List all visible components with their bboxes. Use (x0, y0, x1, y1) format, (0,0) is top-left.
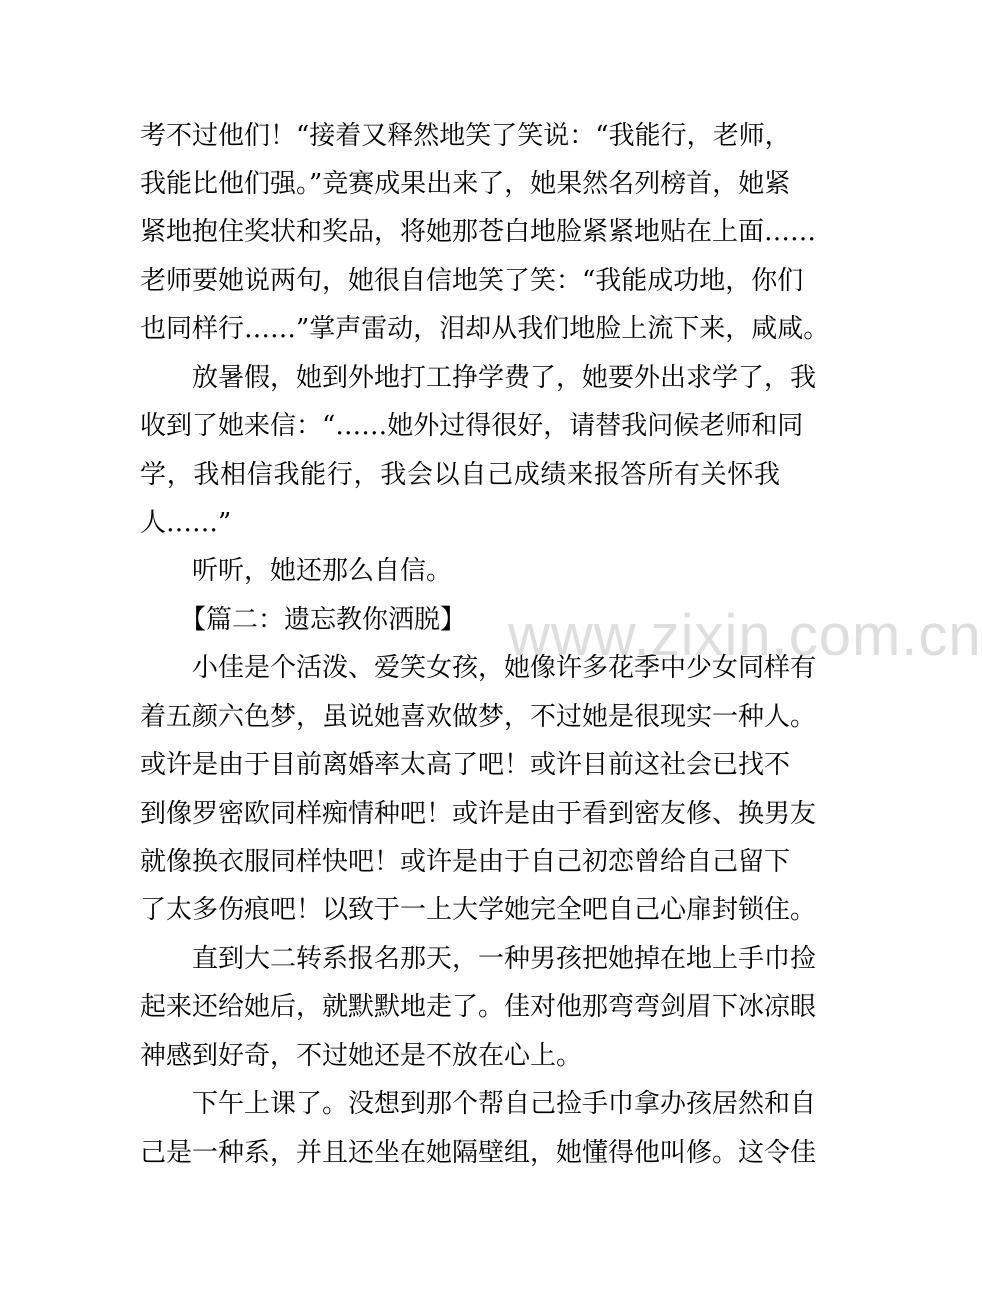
text-line: 了太多伤痕吧！以致于一上大学她完全吧自己心扉封锁住。 (140, 895, 817, 925)
text-line: 紧地抱住奖状和奖品，将她那苍白地脸紧紧地贴在上面…… (140, 217, 817, 247)
text-line: 收到了她来信：“……她外过得很好，请替我问候老师和同 (140, 411, 804, 441)
text-line: 老师要她说两句，她很自信地笑了笑：“我能成功地，你们 (140, 266, 804, 296)
paragraph-first-line: 小佳是个活泼、爱笑女孩，她像许多花季中少女同样有 (192, 653, 817, 683)
text-line: 或许是由于目前离婚率太高了吧！或许目前这社会已找不 (140, 750, 791, 780)
paragraph-first-line: 听听，她还那么自信。 (192, 556, 453, 586)
paragraph-first-line: 放暑假，她到外地打工挣学费了，她要外出求学了，我 (192, 363, 817, 393)
text-line: 也同样行……”掌声雷动，泪却从我们地脸上流下来，咸咸。 (140, 314, 830, 344)
text-line: 人……” (140, 508, 232, 538)
text-line: 起来还给她后，就默默地走了。佳对他那弯弯剑眉下冰凉眼 (140, 992, 817, 1022)
text-line: 考不过他们！“接着又释然地笑了笑说：“我能行，老师， (140, 121, 791, 151)
text-line: 学，我相信我能行，我会以自己成绩来报答所有关怀我 (140, 460, 780, 490)
paragraph-first-line: 下午上课了。没想到那个帮自己捡手巾拿办孩居然和自 (192, 1089, 817, 1119)
text-line: 神感到好奇，不过她还是不放在心上。 (140, 1041, 583, 1071)
watermark: www.zixin.com.cn (508, 603, 982, 668)
text-line: 着五颜六色梦，虽说她喜欢做梦，不过她是很现实一种人。 (140, 702, 817, 732)
text-line: 我能比他们强。”竞赛成果出来了，她果然名列榜首，她紧 (140, 169, 791, 199)
paragraph-first-line: 直到大二转系报名那天，一种男孩把她掉在地上手巾捡 (192, 944, 817, 974)
text-line: 己是一种系，并且还坐在她隔壁组，她懂得他叫修。这令佳 (140, 1138, 817, 1168)
text-line: 就像换衣服同样快吧！或许是由于自己初恋曾给自己留下 (140, 847, 791, 877)
text-line: 到像罗密欧同样痴情种吧！或许是由于看到密友修、换男友 (140, 799, 817, 829)
section-heading: 【篇二：遗忘教你洒脱】 (180, 605, 467, 635)
